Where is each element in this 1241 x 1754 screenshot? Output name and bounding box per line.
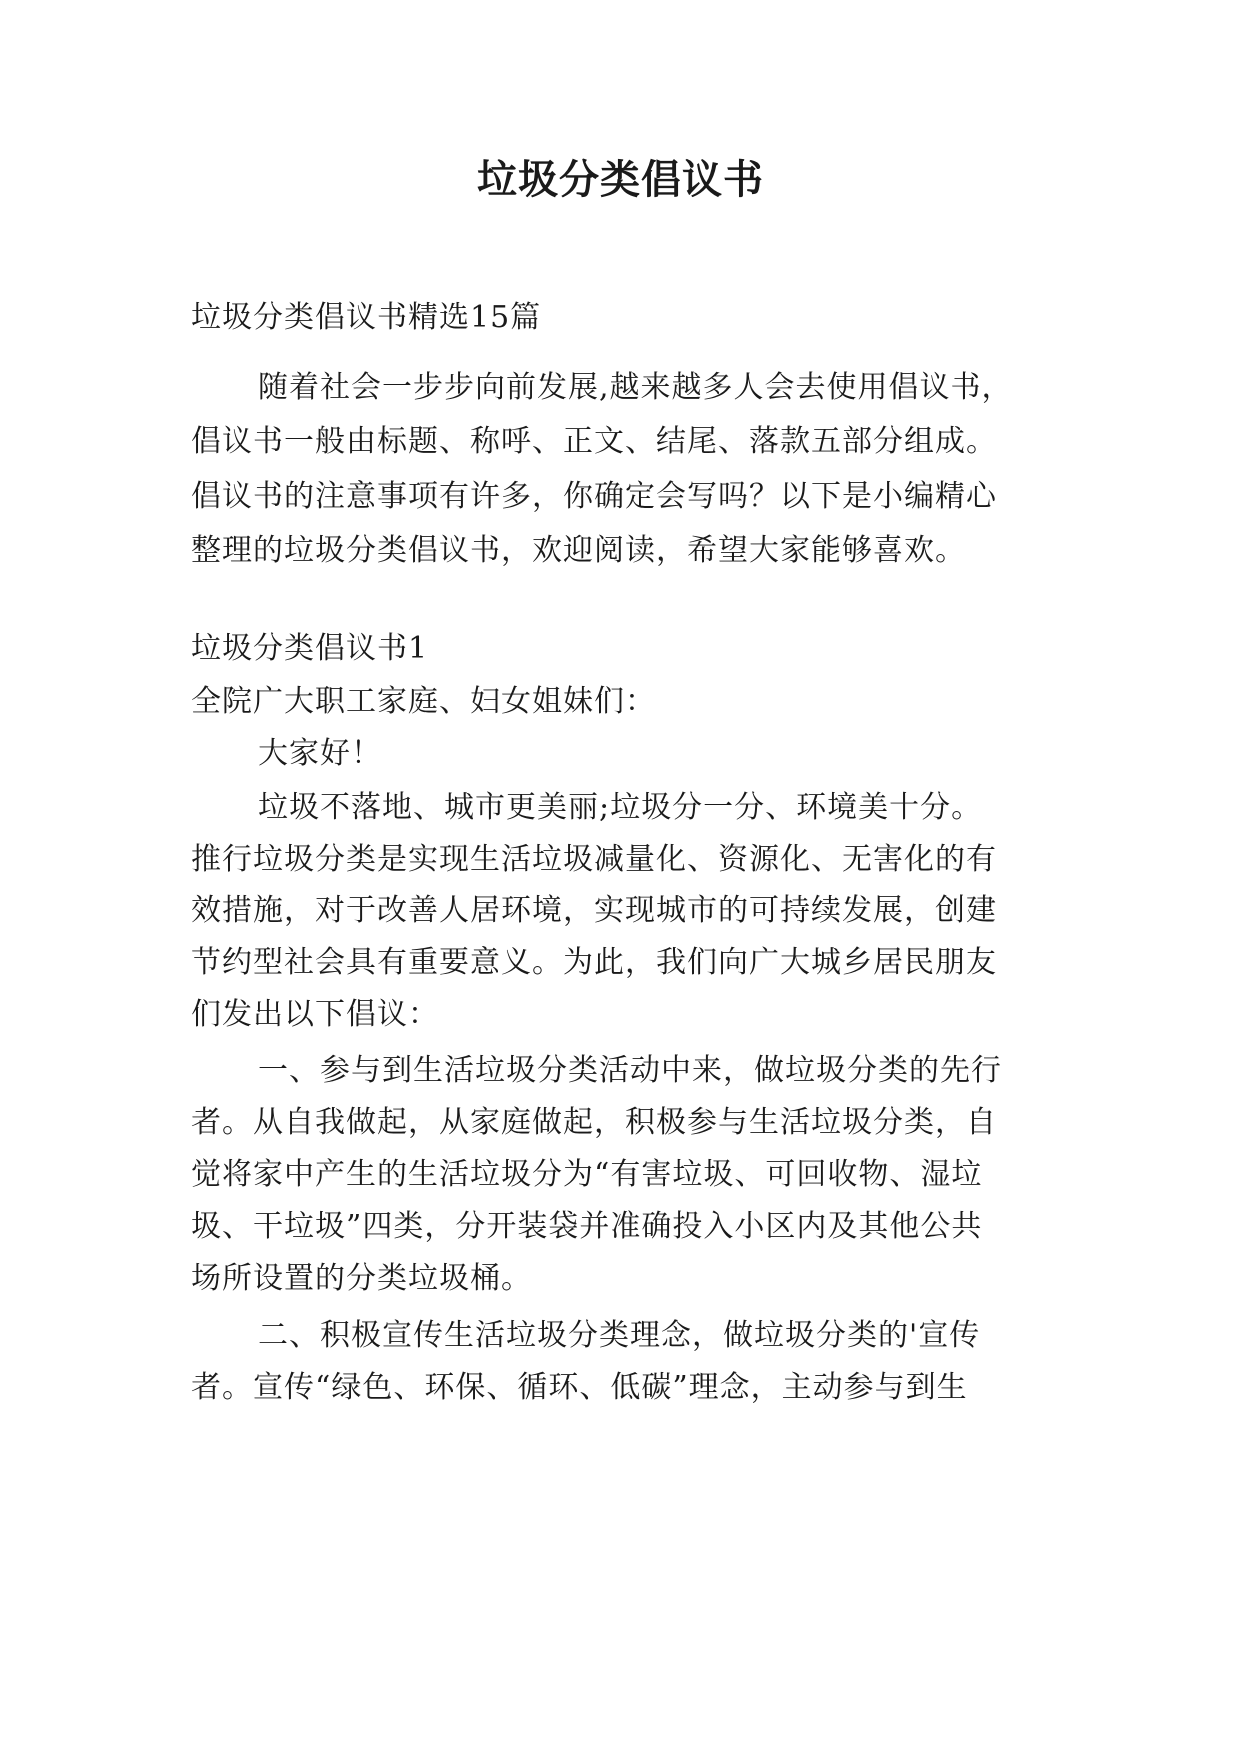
subtitle: 垃圾分类倡议书精选15篇 <box>191 300 542 335</box>
paragraph-3-line-1: 二、积极宣传生活垃圾分类理念，做垃圾分类的'宣传 <box>258 1318 981 1353</box>
paragraph-2-line-2: 者。从自我做起，从家庭做起，积极参与生活垃圾分类，自 <box>191 1105 997 1140</box>
greeting: 大家好！ <box>258 736 382 771</box>
paragraph-1-line-3: 效措施，对于改善人居环境，实现城市的可持续发展，创建 <box>191 893 997 928</box>
intro-line-2: 倡议书一般由标题、称呼、正文、结尾、落款五部分组成。 <box>191 424 997 459</box>
intro-line-3: 倡议书的注意事项有许多，你确定会写吗？以下是小编精心 <box>191 479 997 514</box>
paragraph-2-line-3: 觉将家中产生的生活垃圾分为“有害垃圾、可回收物、湿垃 <box>191 1157 983 1192</box>
page-title: 垃圾分类倡议书 <box>477 156 764 203</box>
paragraph-1-line-2: 推行垃圾分类是实现生活垃圾减量化、资源化、无害化的有 <box>191 842 997 877</box>
section-heading: 垃圾分类倡议书1 <box>191 631 429 666</box>
paragraph-2-line-5: 场所设置的分类垃圾桶。 <box>191 1261 532 1296</box>
intro-line-1: 随着社会一步步向前发展,越来越多人会去使用倡议书， <box>258 370 1013 405</box>
paragraph-2-line-4: 圾、干垃圾”四类，分开装袋并准确投入小区内及其他公共 <box>191 1209 983 1244</box>
intro-line-4: 整理的垃圾分类倡议书，欢迎阅读，希望大家能够喜欢。 <box>191 533 966 568</box>
paragraph-1-line-1: 垃圾不落地、城市更美丽;垃圾分一分、环境美十分。 <box>258 790 983 825</box>
paragraph-1-line-4: 节约型社会具有重要意义。为此，我们向广大城乡居民朋友 <box>191 945 997 980</box>
paragraph-1-line-5: 们发出以下倡议： <box>191 997 439 1032</box>
paragraph-3-line-2: 者。宣传“绿色、环保、循环、低碳”理念，主动参与到生 <box>191 1370 968 1405</box>
paragraph-2-line-1: 一、参与到生活垃圾分类活动中来，做垃圾分类的先行 <box>258 1053 1002 1088</box>
salutation: 全院广大职工家庭、妇女姐妹们： <box>191 684 656 719</box>
